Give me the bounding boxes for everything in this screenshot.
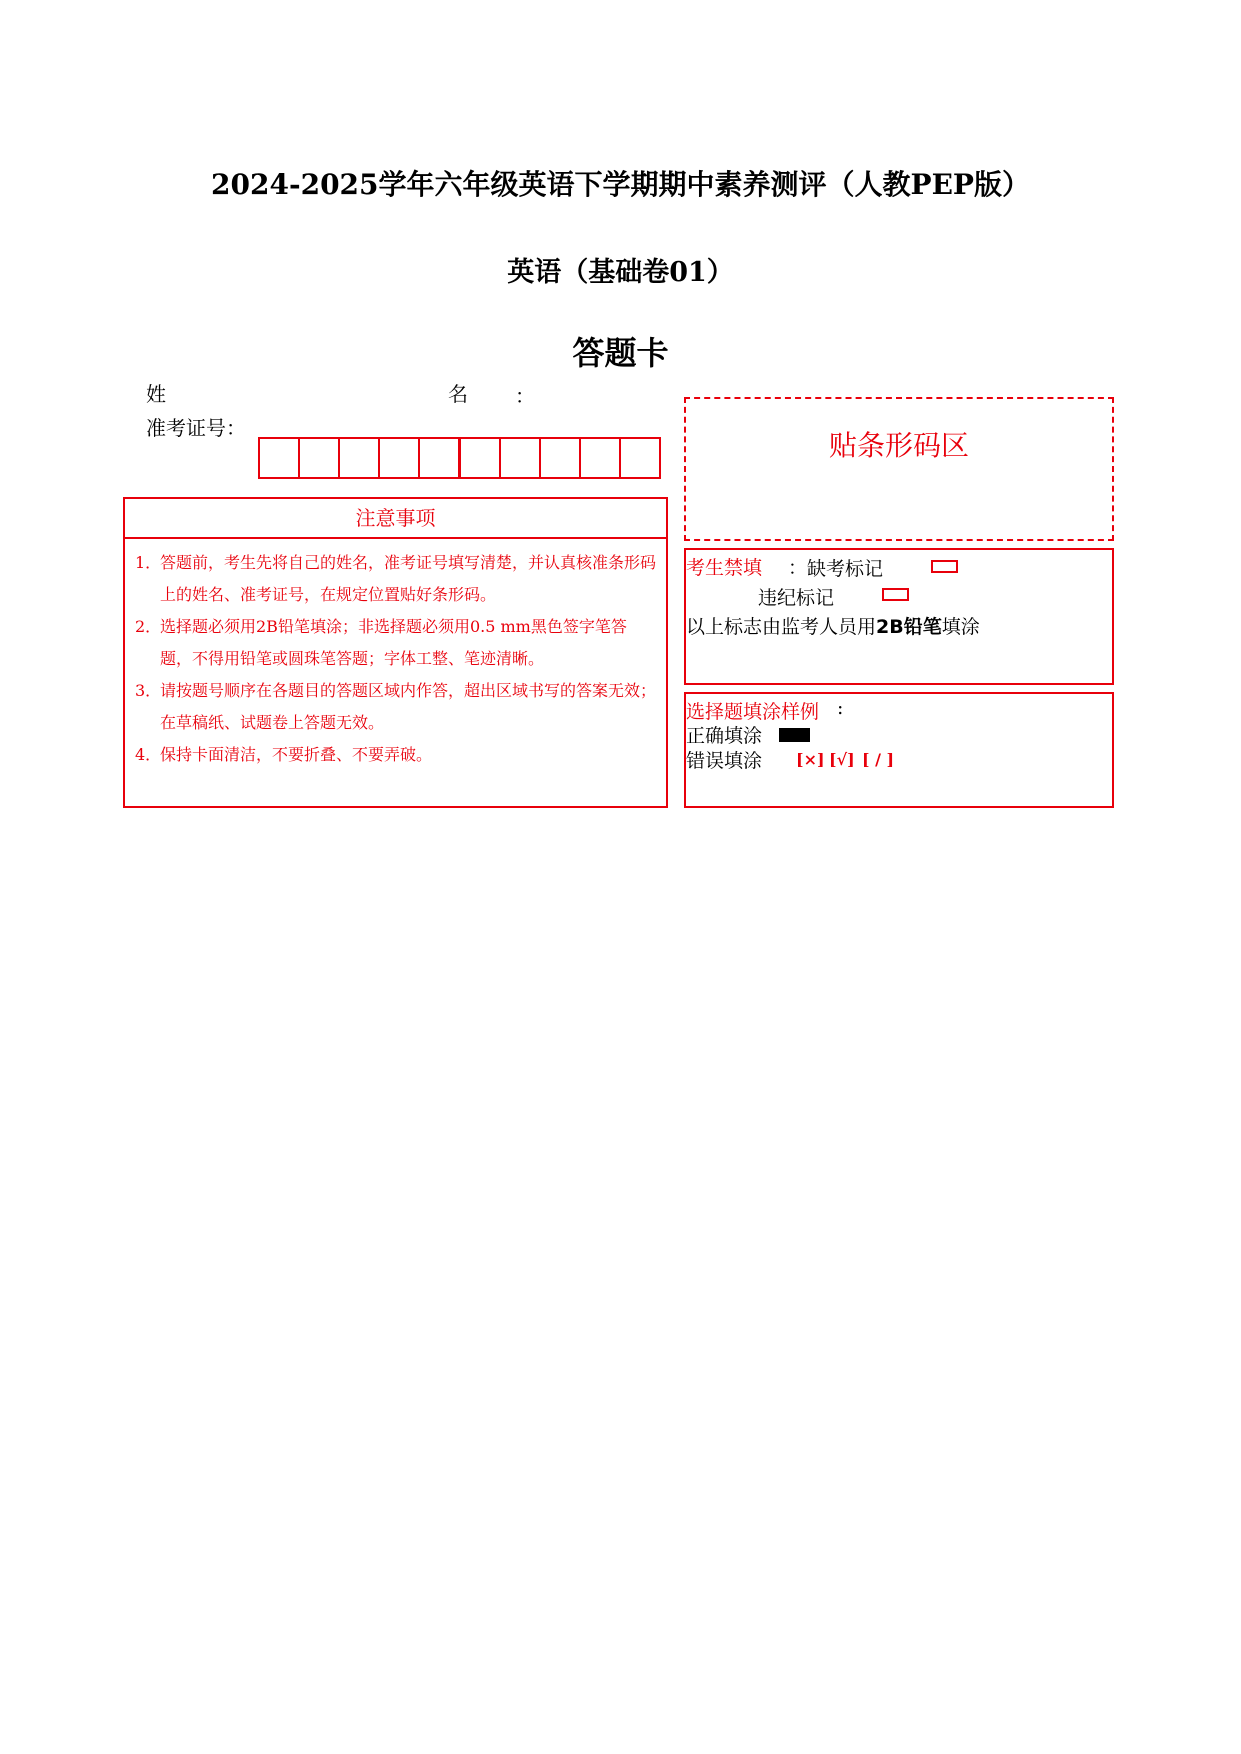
notice-item-number: 1． [135, 553, 162, 572]
notice-item [135, 547, 656, 611]
fill-sample-colon: : [837, 697, 844, 719]
notice-item-text: 保持卡面清洁，不要折叠、不要弄破。 [160, 745, 433, 764]
name-colon: ： [515, 384, 535, 408]
staff-only-colon: ： [788, 557, 808, 579]
staff-note-suffix: 填涂 [941, 616, 980, 638]
staff-note-bold: 2B铅笔 [876, 616, 942, 638]
notice-item [135, 739, 656, 771]
fill-sample-heading: 选择题填涂样例 [686, 701, 820, 723]
staff-only-heading: 考生禁填 [686, 557, 763, 579]
correct-fill-example [779, 728, 810, 742]
notice-item-text: 选择题必须用2B铅笔填涂；非选择题必须用0.5 mm黑色签字笔答题，不得用铅笔或圆珠笔答题；字体工整、笔迹清晰。 [160, 617, 627, 668]
barcode-label: 贴条形码区 [828, 429, 969, 462]
notice-item-number: 2． [135, 617, 162, 636]
exam-id-digit-box[interactable] [458, 437, 501, 479]
exam-id-digit-box[interactable] [539, 437, 581, 479]
barcode-area [684, 397, 1114, 541]
exam-id-digit-box[interactable] [298, 437, 340, 479]
notice-heading: 注意事项 [125, 499, 666, 539]
wrong-fill-example: [×] [796, 750, 825, 769]
notice-item-text: 请按题号顺序在各题目的答题区域内作答，超出区域书写的答案无效；在草稿纸、试题卷上答题无效。 [160, 681, 657, 732]
notice-panel [123, 497, 668, 808]
exam-id-digit-box[interactable] [619, 437, 661, 479]
answer-card-title: 答题卡 [572, 334, 669, 372]
correct-fill-label: 正确填涂 [686, 725, 763, 747]
name-label-surname: 姓 [146, 382, 166, 406]
wrong-fill-example: [ / ] [862, 750, 895, 769]
staff-note-prefix: 以上标志由监考人员用 [686, 616, 877, 638]
exam-id-digit-box[interactable] [418, 437, 460, 479]
exam-subtitle: 英语（基础卷01） [507, 257, 734, 288]
exam-id-boxes[interactable] [258, 437, 661, 479]
violation-mark-label: 违纪标记 [758, 587, 835, 609]
notice-item [135, 675, 656, 739]
staff-only-panel [684, 548, 1114, 685]
exam-id-digit-box[interactable] [499, 437, 541, 479]
exam-id-label: 准考证号： [146, 416, 246, 440]
wrong-fill-example: [√] [829, 750, 855, 769]
exam-id-digit-box[interactable] [338, 437, 380, 479]
wrong-fill-label: 错误填涂 [686, 750, 763, 772]
violation-mark-box[interactable] [882, 588, 909, 601]
exam-title: 2024-2025学年六年级英语下学期期中素养测评（人教PEP版） [211, 168, 1030, 201]
staff-only-note [686, 612, 980, 639]
fill-sample-panel [684, 692, 1114, 808]
absent-mark-box[interactable] [931, 560, 958, 573]
notice-item [135, 611, 656, 675]
exam-id-digit-box[interactable] [579, 437, 621, 479]
notice-list [125, 539, 666, 771]
exam-id-digit-box[interactable] [258, 437, 300, 479]
name-label-given: 名 [448, 382, 468, 406]
notice-item-number: 3． [135, 681, 162, 700]
absent-mark-label: 缺考标记 [807, 558, 884, 580]
notice-item-text: 答题前，考生先将自己的姓名，准考证号填写清楚，并认真核准条形码上的姓名、准考证号，在规定位置贴好条形码。 [160, 553, 657, 604]
notice-item-number: 4． [135, 745, 162, 764]
exam-id-digit-box[interactable] [378, 437, 420, 479]
